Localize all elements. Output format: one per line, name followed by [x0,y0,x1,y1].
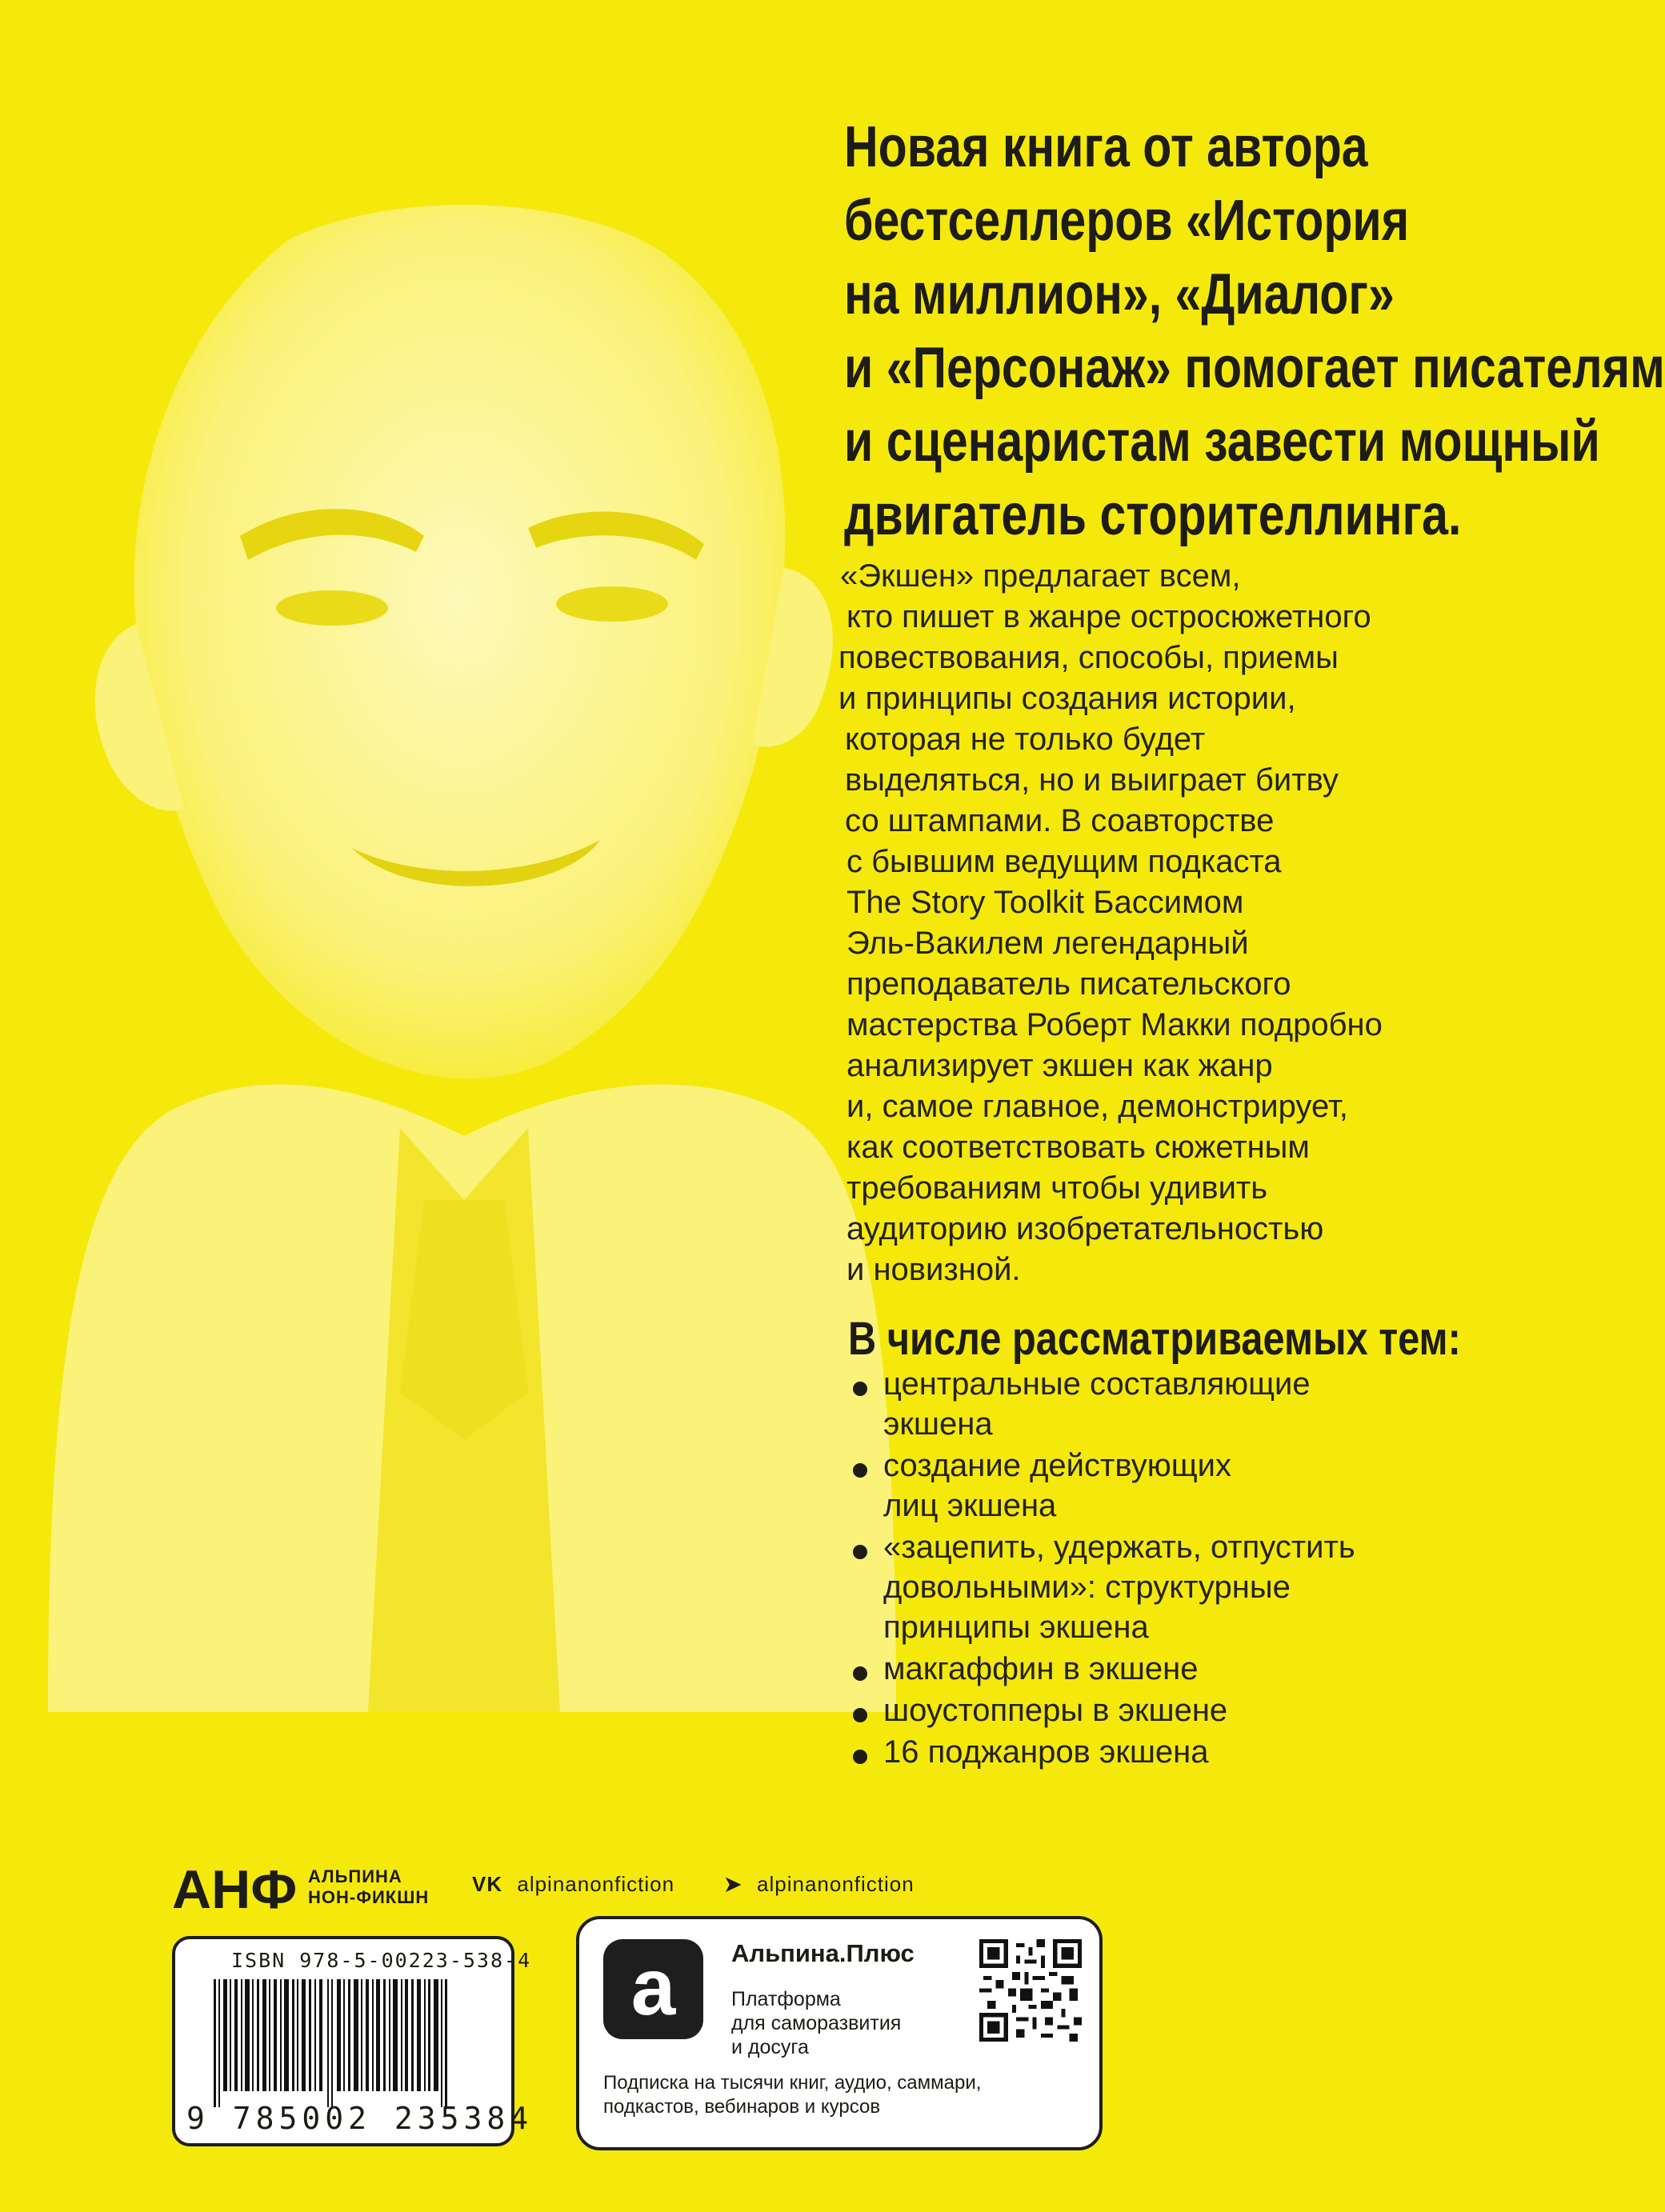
description-line: преподаватель писательского [847,966,1291,1002]
description-line: которая не только будет [845,722,1206,757]
description-line: The Story Toolkit Бассимом [847,885,1244,920]
telegram-icon: ➤ [724,1872,742,1896]
publisher-logo [172,1859,304,1920]
list-item [850,1732,1506,1772]
topic-line: макгаффин в экшене [883,1651,1199,1686]
description [800,556,1504,1290]
bullet-icon [853,1708,867,1722]
telegram-handle: alpinanonfiction [757,1872,915,1896]
headline-line: двигатель сторителлинга. [844,483,1462,547]
description-line: требованиям чтобы удивить [847,1170,1268,1206]
qr-code-icon[interactable] [979,1939,1082,2042]
list-item [850,1649,1506,1689]
description-line: и, самое главное, демонстрирует, [847,1089,1348,1124]
plus-note-line: подкастов, вебинаров и курсов [603,2096,881,2118]
bullet-icon [853,1666,867,1681]
plus-subtitle-line: для саморазвития [731,2012,902,2034]
telegram-link[interactable] [724,1872,915,1897]
bullet-icon [853,1750,867,1764]
list-item [850,1690,1506,1730]
description-line: и новизной. [847,1252,1021,1287]
bullet-icon [853,1382,867,1396]
headline-line: на миллион», «Диалог» [844,262,1395,326]
plus-note [603,2071,981,2119]
vk-handle: alpinanonfiction [517,1872,675,1896]
isbn-label: ISBN 978-5-00223-538-4 [231,1949,532,1972]
barcode [191,1979,499,2111]
description-line: анализирует экшен как жанр [847,1048,1273,1083]
topic-line: экшена [883,1406,993,1442]
topics-title: В числе рассматриваемых тем: [848,1313,1461,1365]
headline-line: Новая книга от автора [844,115,1368,179]
description-line: как соответствовать сюжетным [847,1130,1310,1165]
publisher-name [308,1866,429,1908]
description-line: с бывшим ведущим подкаста [847,844,1282,879]
alpina-app-icon [603,1939,703,2039]
barcode-digits: 9 785002 235384 [186,2101,534,2136]
description-line: мастерства Роберт Макки подробно [847,1007,1383,1042]
bullet-icon [853,1545,867,1559]
topic-line: 16 поджанров экшена [883,1734,1209,1770]
bullet-icon [853,1463,867,1478]
alpina-plus-promo [576,1916,1103,2150]
description-line: кто пишет в жанре остросюжетного [847,599,1371,634]
plus-note-line: Подписка на тысячи книг, аудио, саммари, [603,2072,982,2094]
headline [844,110,1665,552]
topic-line: создание действующих [883,1448,1231,1483]
topic-line: центральные составляющие [883,1366,1311,1402]
topics-list [850,1364,1506,1774]
logo-letters: АНФ [172,1859,298,1920]
description-line: выделяться, но и выиграет битву [845,762,1339,798]
plus-subtitle-line: и досуга [731,2036,809,2058]
author-portrait [48,192,896,1712]
vk-link[interactable] [472,1872,674,1897]
list-item [850,1446,1506,1526]
publisher-name-line: АЛЬПИНА [308,1866,402,1886]
description-line: и принципы создания истории, [839,681,1296,716]
topic-line: «зацепить, удержать, отпустить [883,1530,1355,1565]
headline-line: и «Персонаж» помогает писателям [844,336,1665,400]
plus-title: Альпина.Плюс [731,1939,915,1967]
headline-line: и сценаристам завести мощный [844,410,1600,474]
plus-subtitle [731,1987,901,2059]
headline-line: бестселлеров «История [844,189,1410,253]
description-line: аудиторию изобретательностью [847,1211,1324,1246]
publisher-name-line: НОН-ФИКШН [308,1887,430,1907]
list-item [850,1364,1506,1444]
description-line: со штампами. В соавторстве [845,803,1275,838]
description-line: повествования, способы, приемы [839,640,1339,675]
isbn-barcode-box [172,1936,534,2146]
description-line: «Экшен» предлагает всем, [840,558,1241,594]
list-item [850,1527,1506,1647]
topic-line: шоустопперы в экшене [883,1693,1228,1728]
topic-line: лиц экшена [883,1488,1057,1523]
description-line: Эль-Вакилем легендарный [847,926,1249,961]
topic-line: принципы экшена [883,1610,1149,1645]
vk-icon: VK [472,1872,503,1896]
plus-subtitle-line: Платформа [731,1988,841,2010]
topic-line: довольными»: структурные [883,1570,1291,1605]
app-icon-letter: a [630,1942,676,2032]
